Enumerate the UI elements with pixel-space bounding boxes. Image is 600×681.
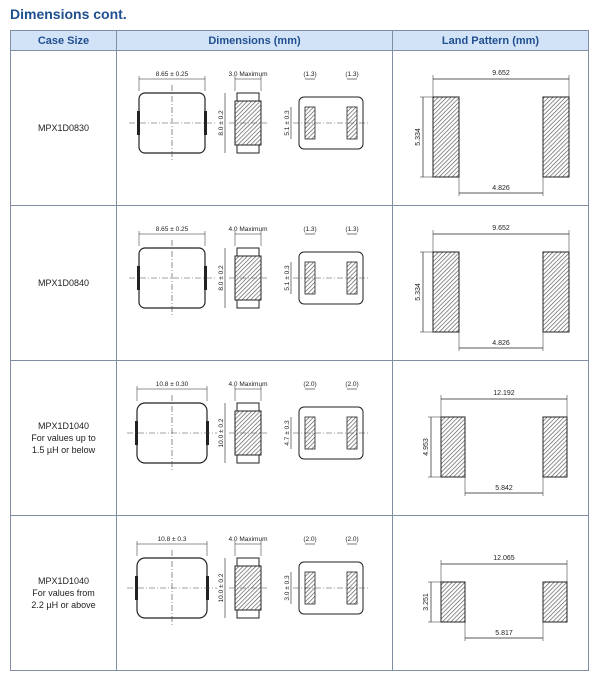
header-case-size: Case Size	[11, 31, 117, 51]
land-pad-height-label: 5.334	[415, 128, 422, 146]
land-gap-label: 4.826	[492, 340, 510, 347]
table-row	[11, 516, 589, 671]
height-dimension-label: 8.0 ± 0.2	[218, 265, 225, 291]
land-pad-height-label: 5.334	[415, 283, 422, 301]
land-pad-left	[441, 417, 465, 477]
case-size-line: MPX1D0830	[37, 123, 90, 133]
pad-width-label-right: (2.0)	[345, 536, 359, 543]
inner-dimension-label: 3.0 ± 0.3	[284, 575, 291, 601]
dimension-drawing	[117, 518, 393, 668]
land-span-label: 12.192	[493, 390, 515, 397]
dimensions-cell	[117, 361, 393, 516]
height-dimension-label: 10.0 ± 0.2	[218, 418, 225, 448]
width-dimension-label: 8.65 ± 0.25	[155, 71, 189, 78]
inner-dimension-label: 5.1 ± 0.3	[284, 110, 291, 136]
case-size-line: MPX1D1040	[37, 421, 90, 431]
land-pattern-cell	[393, 51, 589, 206]
header-land-pattern: Land Pattern (mm)	[393, 31, 589, 51]
pad-width-label-right: (2.0)	[345, 381, 359, 388]
table-row	[11, 206, 589, 361]
width-dimension-label: 10.8 ± 0.30	[155, 381, 189, 388]
case-size-cell	[11, 516, 117, 671]
land-pad-left	[433, 97, 459, 177]
case-size-line: 2.2 µH or above	[31, 600, 96, 610]
width-dimension-label: 10.8 ± 0.3	[157, 536, 187, 543]
page-title: Dimensions cont.	[10, 6, 127, 22]
land-pattern-drawing	[393, 518, 589, 668]
table-row	[11, 51, 589, 206]
land-pad-left	[433, 252, 459, 332]
table-row	[11, 361, 589, 516]
land-pattern-drawing	[393, 53, 589, 203]
land-gap-label: 5.817	[495, 630, 513, 637]
dimension-drawing	[117, 363, 393, 513]
land-pad-left	[441, 582, 465, 622]
height-dimension-label: 8.0 ± 0.2	[218, 110, 225, 136]
dimension-drawing	[117, 53, 393, 203]
pad-width-label-right: (1.3)	[345, 71, 359, 78]
case-size-line: For values up to	[31, 433, 96, 443]
pad-width-label-left: (1.3)	[303, 226, 317, 233]
width-dimension-label: 8.65 ± 0.25	[155, 226, 189, 233]
case-size-cell	[11, 51, 117, 206]
dimensions-cell	[117, 51, 393, 206]
max-height-label: 3.0 Maximum	[228, 71, 268, 78]
dimension-drawing	[117, 208, 393, 358]
land-pattern-cell	[393, 361, 589, 516]
land-span-label: 9.652	[492, 225, 510, 232]
land-span-label: 12.065	[493, 555, 515, 562]
land-pad-right	[543, 417, 567, 477]
height-dimension-label: 10.0 ± 0.2	[218, 573, 225, 603]
case-size-line: MPX1D0840	[37, 278, 90, 288]
case-size-line: 1.5 µH or below	[31, 445, 96, 455]
pad-width-label-left: (1.3)	[303, 71, 317, 78]
max-height-label: 4.0 Maximum	[228, 536, 268, 543]
case-size-line: MPX1D1040	[37, 576, 90, 586]
case-size-cell	[11, 361, 117, 516]
land-pattern-cell	[393, 516, 589, 671]
inner-dimension-label: 4.7 ± 0.3	[284, 420, 291, 446]
land-span-label: 9.652	[492, 70, 510, 77]
dimensions-cell	[117, 516, 393, 671]
land-pattern-drawing	[393, 208, 589, 358]
land-pattern-drawing	[393, 363, 589, 513]
land-pad-height-label: 3.251	[423, 593, 430, 611]
pad-width-label-left: (2.0)	[303, 381, 317, 388]
case-size-line: For values from	[32, 588, 95, 598]
max-height-label: 4.0 Maximum	[228, 381, 268, 388]
land-pad-right	[543, 252, 569, 332]
dimensions-cell	[117, 206, 393, 361]
dimensions-table	[10, 30, 589, 671]
case-size-cell	[11, 206, 117, 361]
land-pattern-cell	[393, 206, 589, 361]
table-header-row	[11, 31, 589, 51]
pad-width-label-left: (2.0)	[303, 536, 317, 543]
pad-width-label-right: (1.3)	[345, 226, 359, 233]
inner-dimension-label: 5.1 ± 0.3	[284, 265, 291, 291]
land-gap-label: 5.842	[495, 485, 513, 492]
land-pad-height-label: 4.953	[423, 438, 430, 456]
header-dimensions: Dimensions (mm)	[117, 31, 393, 51]
max-height-label: 4.0 Maximum	[228, 226, 268, 233]
land-pad-right	[543, 97, 569, 177]
land-pad-right	[543, 582, 567, 622]
land-gap-label: 4.826	[492, 185, 510, 192]
